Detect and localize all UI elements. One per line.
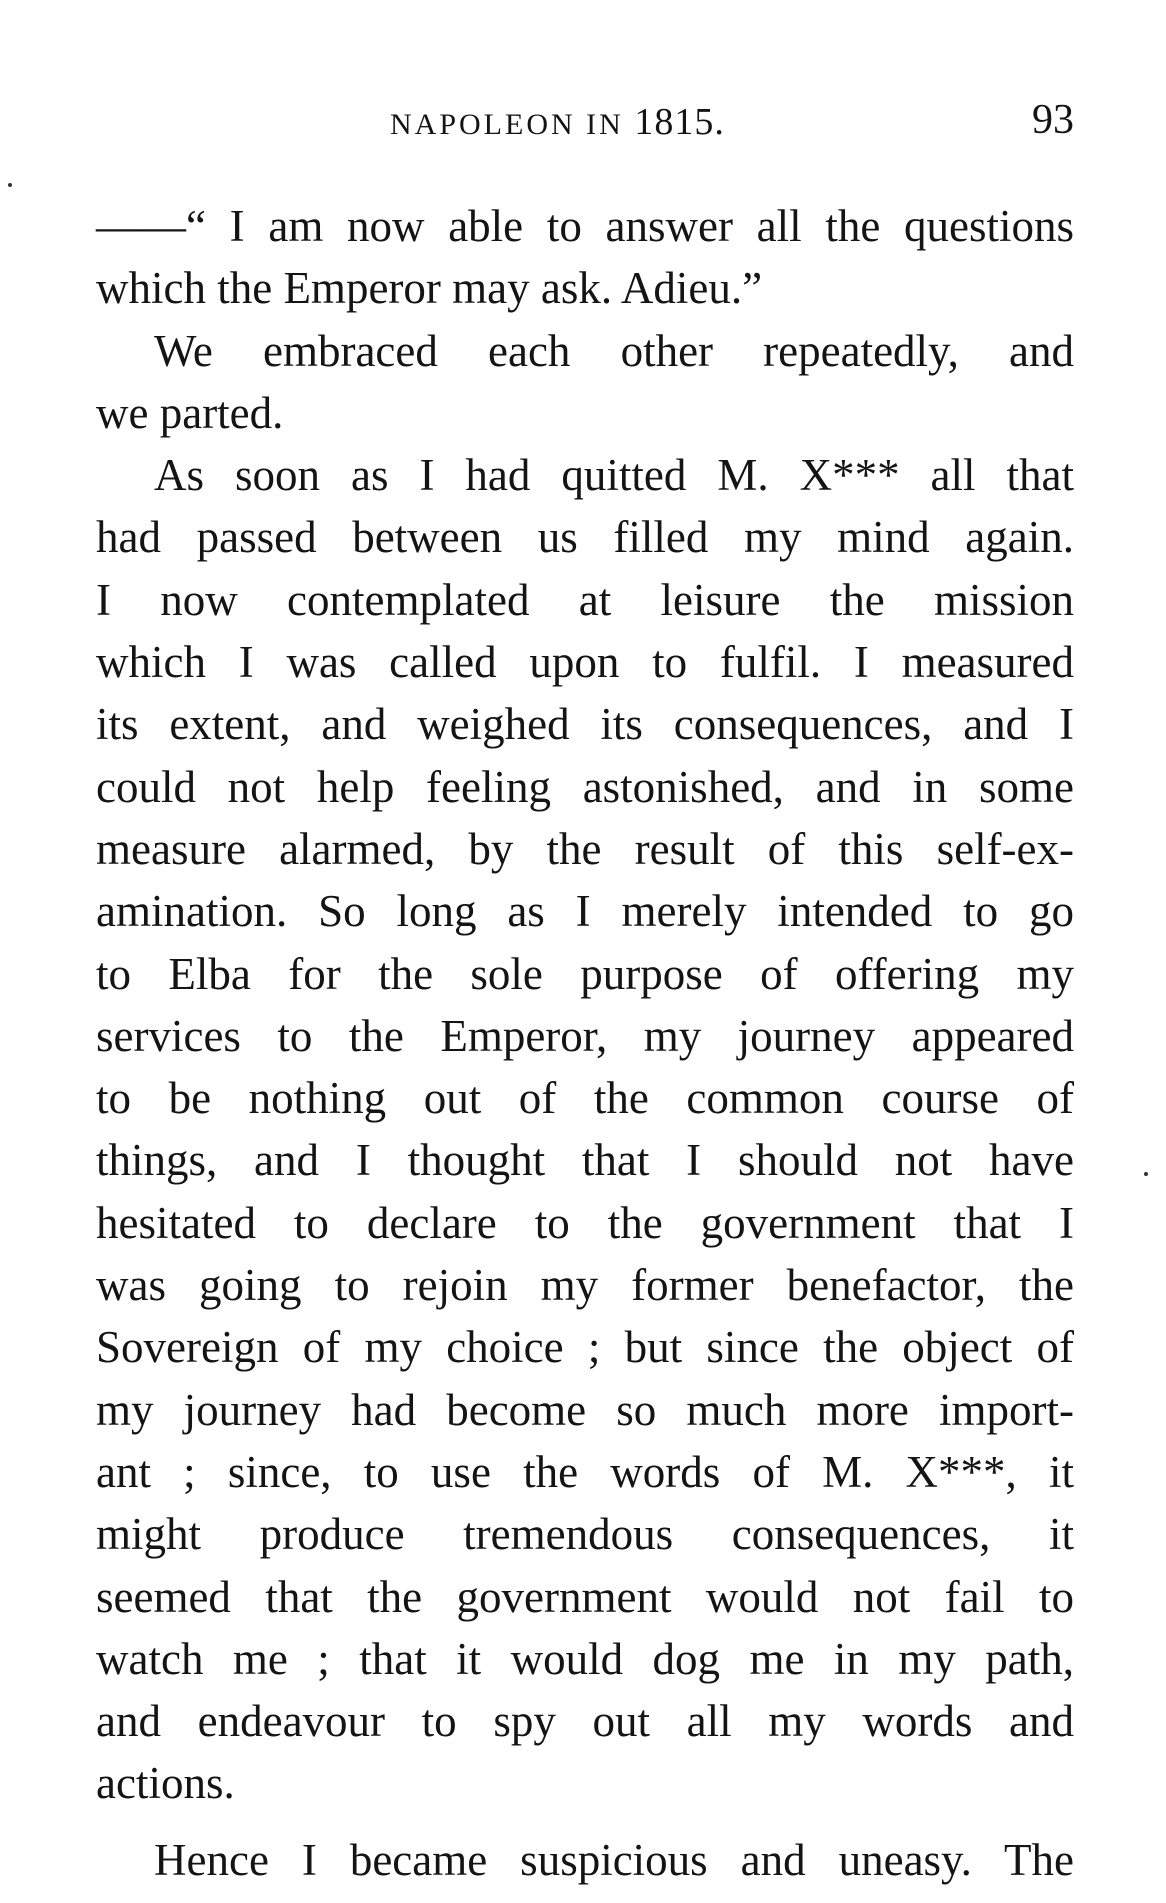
text-line: We embraced each other repeatedly, and xyxy=(154,325,1074,376)
text-line: ——“ I am now able to answer all the questions xyxy=(96,201,1074,251)
text-line: measure alarmed, by the result of this self-ex- xyxy=(96,823,1074,874)
running-title xyxy=(390,100,725,144)
body-text xyxy=(96,195,1074,1891)
text-line: had passed between us filled my mind again. xyxy=(96,512,1074,563)
text-line: was going to rejoin my former benefactor, the xyxy=(96,1260,1074,1311)
text-line: ant ; since, to use the words of M. X***, it xyxy=(96,1446,1074,1497)
text-line: might produce tremendous consequences, it xyxy=(96,1509,1074,1560)
text-line: its extent, and weighed its consequences, and I xyxy=(96,699,1074,750)
paper-speck xyxy=(1144,1172,1148,1176)
running-head xyxy=(0,97,1166,150)
text-line: watch me ; that it would dog me in my path, xyxy=(96,1633,1074,1684)
text-line: As soon as I had quitted M. X*** all that xyxy=(154,450,1074,501)
text-line: which I was called upon to fulfil. I measured xyxy=(96,637,1074,688)
text-line: I now contemplated at leisure the mission xyxy=(96,574,1074,625)
text-line: hesitated to declare to the government that I xyxy=(96,1197,1074,1248)
text-line: to be nothing out of the common course of xyxy=(96,1073,1074,1124)
text-line: services to the Emperor, my journey appeared xyxy=(96,1010,1074,1061)
page-number: 93 xyxy=(1032,97,1074,143)
running-title-text: NAPOLEON IN xyxy=(390,108,624,141)
text-line: things, and I thought that I should not have xyxy=(96,1135,1074,1186)
text-line: my journey had become so much more import- xyxy=(96,1384,1074,1435)
text-line: could not help feeling astonished, and in some xyxy=(96,761,1074,812)
text-line: amination. So long as I merely intended to go xyxy=(96,886,1074,937)
text-line: and endeavour to spy out all my words and xyxy=(96,1696,1074,1747)
text-line: which the Emperor may ask. Adieu.” xyxy=(96,263,763,314)
paper-speck xyxy=(8,183,12,187)
text-line: we parted. xyxy=(96,387,284,438)
text-line: Sovereign of my choice ; but since the object of xyxy=(96,1322,1074,1373)
text-line: to Elba for the sole purpose of offering my xyxy=(96,948,1074,999)
text-line: actions. xyxy=(96,1758,235,1809)
running-title-year: 1815. xyxy=(634,101,725,143)
text-line: Hence I became suspicious and uneasy. The xyxy=(154,1834,1074,1885)
text-line: seemed that the government would not fail to xyxy=(96,1571,1074,1622)
